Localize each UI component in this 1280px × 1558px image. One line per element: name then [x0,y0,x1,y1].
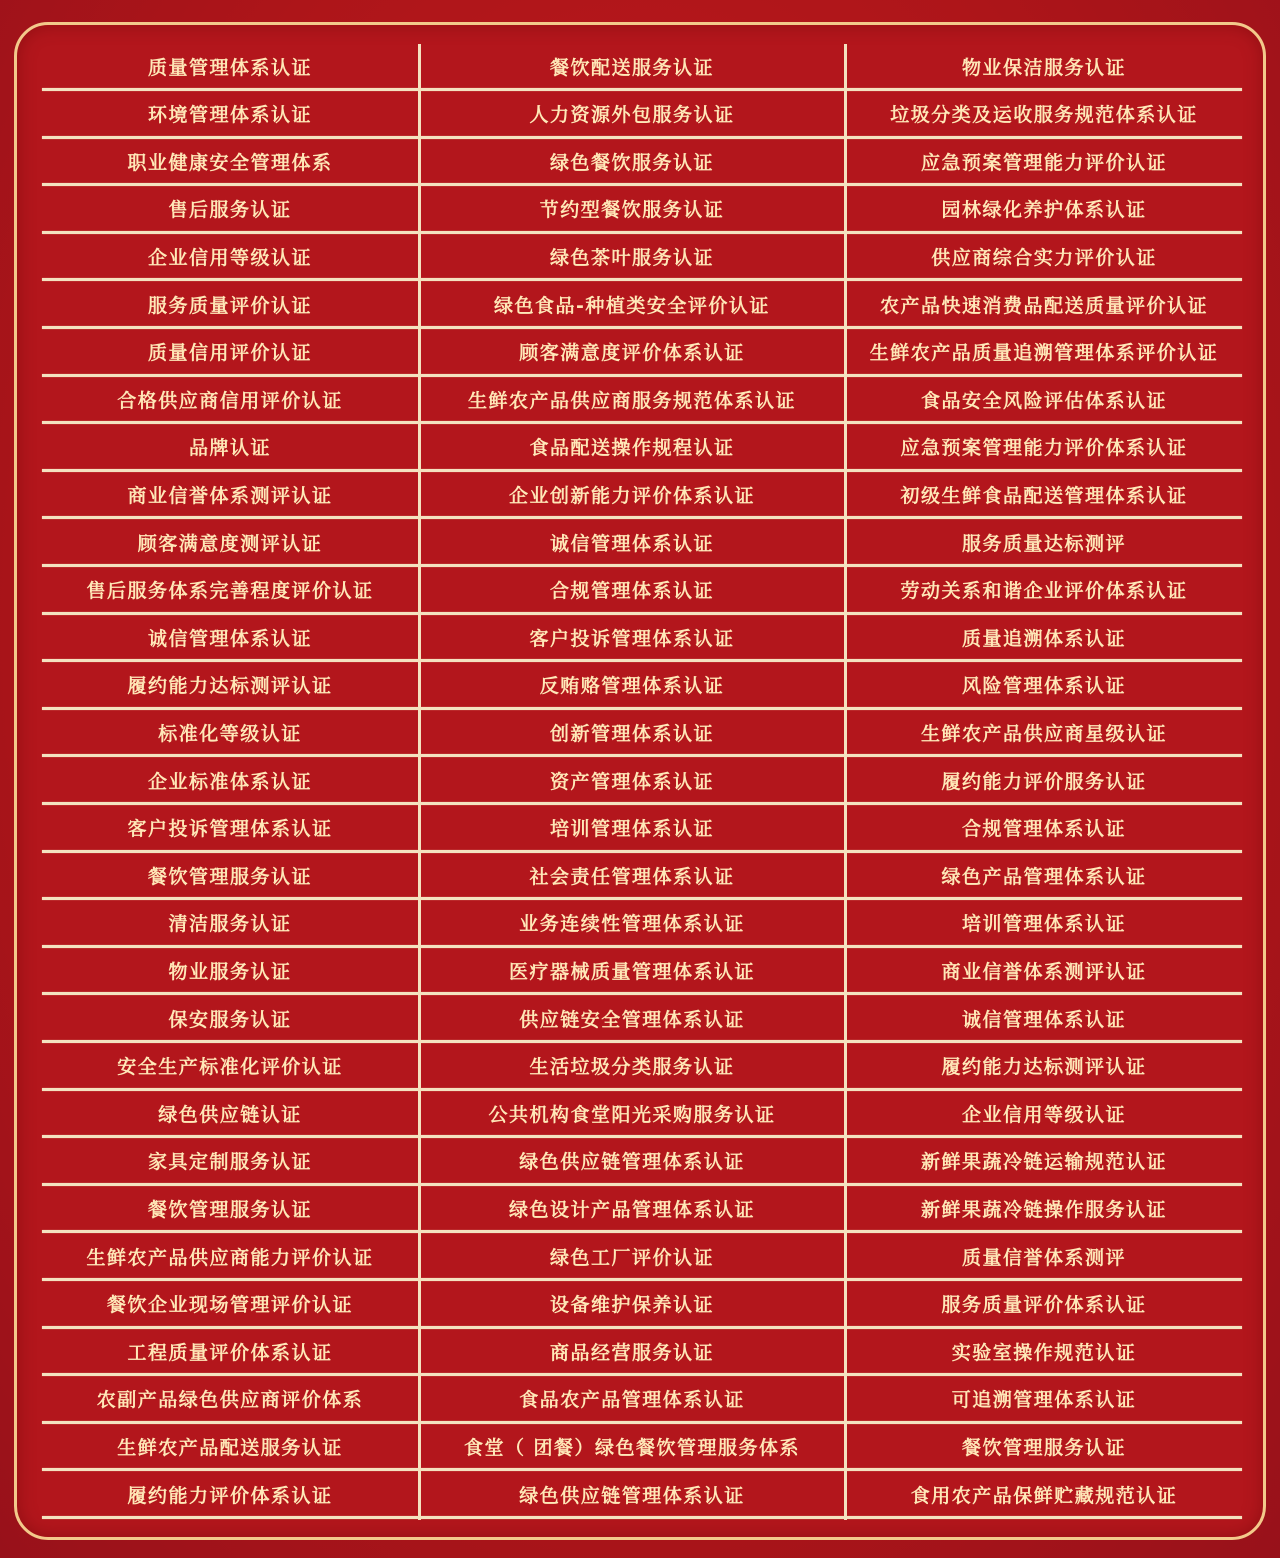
certification-item: 反贿赂管理体系认证 [539,675,725,698]
table-row [42,901,1242,949]
certification-item: 服务质量评价体系认证 [941,1294,1147,1317]
row-divider [421,88,844,91]
row-divider [847,612,1242,615]
row-divider [847,136,1242,139]
row-divider [421,326,844,329]
row-divider [42,1278,418,1281]
certification-item: 商品经营服务认证 [549,1341,714,1364]
certification-item: 餐饮企业现场管理评价认证 [106,1294,353,1317]
row-divider [42,374,418,377]
certification-item: 培训管理体系认证 [549,818,714,841]
row-divider [421,1183,844,1186]
table-row [42,996,1242,1044]
certification-item: 履约能力达标测评认证 [941,1056,1147,1079]
certification-item: 设备维护保养认证 [549,1294,714,1317]
table-row [42,806,1242,854]
row-divider [421,612,844,615]
certification-item: 品牌认证 [188,437,271,460]
table-row [42,853,1242,901]
certification-item: 人力资源外包服务认证 [529,104,735,127]
certification-item: 绿色食品-种植类安全评价认证 [494,294,770,317]
certification-item: 供应链安全管理体系认证 [519,1008,745,1031]
row-divider [847,1183,1242,1186]
row-divider [42,612,418,615]
certification-table [42,44,1242,1520]
row-divider [42,421,418,424]
certification-item: 标准化等级认证 [158,722,302,745]
certification-item: 餐饮管理服务认证 [147,1198,312,1221]
certification-item: 诚信管理体系认证 [961,1008,1126,1031]
certification-item: 质量追溯体系认证 [961,627,1126,650]
certification-item: 医疗器械质量管理体系认证 [508,960,755,983]
certification-item: 培训管理体系认证 [961,913,1126,936]
row-divider [847,897,1242,900]
table-row [42,92,1242,140]
row-divider [847,374,1242,377]
table-row [42,520,1242,568]
certification-item: 物业服务认证 [168,960,292,983]
certification-item: 诚信管理体系认证 [549,532,714,555]
certification-item: 生鲜农产品供应商服务规范体系认证 [467,389,796,412]
row-divider [847,1088,1242,1091]
table-row [42,1186,1242,1234]
certification-item: 食品安全风险评估体系认证 [920,389,1167,412]
row-divider [847,945,1242,948]
row-divider [421,421,844,424]
certification-item: 诚信管理体系认证 [147,627,312,650]
row-divider [42,1373,418,1376]
certification-item: 履约能力达标测评认证 [127,675,333,698]
table-row [42,282,1242,330]
certification-item: 保安服务认证 [168,1008,292,1031]
row-divider [847,1230,1242,1233]
row-divider [847,88,1242,91]
row-divider [847,1516,1242,1519]
row-divider [847,1040,1242,1043]
certification-item: 生鲜农产品配送服务认证 [117,1436,343,1459]
row-divider [42,564,418,567]
row-divider [42,469,418,472]
table-row [42,234,1242,282]
certification-item: 企业信用等级认证 [147,246,312,269]
certification-item: 新鲜果蔬冷链运输规范认证 [920,1151,1167,1174]
table-row [42,472,1242,520]
certification-item: 绿色设计产品管理体系认证 [508,1198,755,1221]
row-divider [42,802,418,805]
table-row [42,615,1242,663]
certification-item: 食品农产品管理体系认证 [519,1389,745,1412]
certification-item: 环境管理体系认证 [147,104,312,127]
row-divider [42,1421,418,1424]
row-divider [847,421,1242,424]
table-row [42,187,1242,235]
certification-item: 农副产品绿色供应商评价体系 [96,1389,364,1412]
certification-item: 质量管理体系认证 [147,56,312,79]
row-divider [847,1468,1242,1471]
row-divider [847,707,1242,710]
certification-item: 园林绿化养护体系认证 [941,199,1147,222]
table-row [42,44,1242,92]
certification-item: 绿色工厂评价认证 [549,1246,714,1269]
table-row [42,139,1242,187]
certification-item: 清洁服务认证 [168,913,292,936]
certification-item: 服务质量评价认证 [147,294,312,317]
row-divider [847,754,1242,757]
table-row [42,1234,1242,1282]
row-divider [42,707,418,710]
certification-item: 物业保洁服务认证 [961,56,1126,79]
table-row [42,1091,1242,1139]
row-divider [847,183,1242,186]
row-divider [421,802,844,805]
certification-item: 可追溯管理体系认证 [951,1389,1137,1412]
row-divider [847,326,1242,329]
certification-item: 质量信誉体系测评 [961,1246,1126,1269]
row-divider [421,992,844,995]
certification-item: 职业健康安全管理体系 [127,151,333,174]
row-divider [421,850,844,853]
row-divider [42,231,418,234]
table-row [42,1472,1242,1520]
row-divider [421,1135,844,1138]
row-divider [42,1135,418,1138]
certification-item: 社会责任管理体系认证 [529,865,735,888]
table-row [42,758,1242,806]
certification-item: 合规管理体系认证 [549,580,714,603]
certification-item: 垃圾分类及运收服务规范体系认证 [890,104,1198,127]
table-row [42,1329,1242,1377]
certification-item: 生鲜农产品供应商星级认证 [920,722,1167,745]
certification-item: 绿色茶叶服务认证 [549,246,714,269]
certification-item: 绿色餐饮服务认证 [549,151,714,174]
certification-item: 新鲜果蔬冷链操作服务认证 [920,1198,1167,1221]
certification-item: 工程质量评价体系认证 [127,1341,333,1364]
row-divider [421,659,844,662]
row-divider [421,1088,844,1091]
row-divider [421,1326,844,1329]
certification-item: 资产管理体系认证 [549,770,714,793]
certification-item: 合规管理体系认证 [961,818,1126,841]
certification-item: 服务质量达标测评 [961,532,1126,555]
row-divider [421,183,844,186]
row-divider [847,1373,1242,1376]
row-divider [421,1421,844,1424]
table-row [42,1139,1242,1187]
table-row [42,1044,1242,1092]
row-divider [42,850,418,853]
certification-item: 餐饮管理服务认证 [961,1436,1126,1459]
certification-item: 客户投诉管理体系认证 [529,627,735,650]
row-divider [847,802,1242,805]
row-divider [421,707,844,710]
certification-item: 创新管理体系认证 [549,722,714,745]
certification-item: 绿色供应链认证 [158,1103,302,1126]
row-divider [847,469,1242,472]
row-divider [421,278,844,281]
certification-item: 业务连续性管理体系认证 [519,913,745,936]
row-divider [847,1278,1242,1281]
row-divider [421,1516,844,1519]
certification-item: 顾客满意度评价体系认证 [519,342,745,365]
table-row [42,330,1242,378]
row-divider [421,945,844,948]
certification-item: 企业标准体系认证 [147,770,312,793]
table-row [42,1282,1242,1330]
certification-item: 合格供应商信用评价认证 [117,389,343,412]
row-divider [421,754,844,757]
row-divider [421,897,844,900]
row-divider [421,1468,844,1471]
certification-item: 公共机构食堂阳光采购服务认证 [488,1103,776,1126]
table-row [42,948,1242,996]
row-divider [42,897,418,900]
row-divider [421,374,844,377]
certification-item: 餐饮管理服务认证 [147,865,312,888]
row-divider [42,1468,418,1471]
certification-item: 绿色供应链管理体系认证 [519,1151,745,1174]
row-divider [42,1040,418,1043]
table-row [42,710,1242,758]
certification-item: 食品配送操作规程认证 [529,437,735,460]
certification-item: 商业信誉体系测评认证 [127,484,333,507]
row-divider [421,136,844,139]
row-divider [421,1278,844,1281]
row-divider [421,231,844,234]
row-divider [421,1040,844,1043]
certification-item: 顾客满意度测评认证 [137,532,323,555]
table-row [42,1377,1242,1425]
row-divider [847,278,1242,281]
row-divider [42,1516,418,1519]
certification-item: 安全生产标准化评价认证 [117,1056,343,1079]
certification-item: 履约能力评价体系认证 [127,1484,333,1507]
row-divider [847,1326,1242,1329]
row-divider [42,183,418,186]
certification-item: 生鲜农产品质量追溯管理体系评价认证 [869,342,1219,365]
certification-item: 商业信誉体系测评认证 [941,960,1147,983]
row-divider [42,659,418,662]
row-divider [42,1088,418,1091]
row-divider [42,278,418,281]
row-divider [42,754,418,757]
certification-item: 售后服务认证 [168,199,292,222]
row-divider [847,659,1242,662]
row-divider [42,326,418,329]
row-divider [421,469,844,472]
certification-item: 客户投诉管理体系认证 [127,818,333,841]
table-row [42,1424,1242,1472]
row-divider [847,1135,1242,1138]
table-row [42,425,1242,473]
table-row [42,568,1242,616]
row-divider [42,516,418,519]
row-divider [42,136,418,139]
row-divider [847,516,1242,519]
row-divider [421,516,844,519]
certification-item: 企业信用等级认证 [961,1103,1126,1126]
certification-item: 绿色供应链管理体系认证 [519,1484,745,1507]
row-divider [847,992,1242,995]
certification-item: 食用农产品保鲜贮藏规范认证 [910,1484,1178,1507]
certification-item: 劳动关系和谐企业评价体系认证 [900,580,1188,603]
certification-item: 生鲜农产品供应商能力评价认证 [86,1246,374,1269]
row-divider [421,1373,844,1376]
row-divider [42,1326,418,1329]
certification-item: 节约型餐饮服务认证 [539,199,725,222]
certification-item: 初级生鲜食品配送管理体系认证 [900,484,1188,507]
row-divider [42,1230,418,1233]
row-divider [847,564,1242,567]
row-divider [42,992,418,995]
certification-item: 风险管理体系认证 [961,675,1126,698]
certification-item: 家具定制服务认证 [147,1151,312,1174]
row-divider [847,1421,1242,1424]
certification-item: 食堂（ 团餐）绿色餐饮管理服务体系 [463,1436,801,1459]
row-divider [42,88,418,91]
row-divider [847,231,1242,234]
certification-item: 实验室操作规范认证 [951,1341,1137,1364]
certification-item: 绿色产品管理体系认证 [941,865,1147,888]
certification-item: 质量信用评价认证 [147,342,312,365]
certification-item: 应急预案管理能力评价体系认证 [900,437,1188,460]
certification-item: 生活垃圾分类服务认证 [529,1056,735,1079]
row-divider [421,564,844,567]
row-divider [847,850,1242,853]
certification-item: 履约能力评价服务认证 [941,770,1147,793]
row-divider [421,1230,844,1233]
row-divider [42,945,418,948]
certification-item: 企业创新能力评价体系认证 [508,484,755,507]
certification-item: 供应商综合实力评价认证 [931,246,1157,269]
table-row [42,377,1242,425]
certification-item: 售后服务体系完善程度评价认证 [86,580,374,603]
certification-item: 应急预案管理能力评价认证 [920,151,1167,174]
row-divider [42,1183,418,1186]
table-row [42,663,1242,711]
certification-item: 餐饮配送服务认证 [549,56,714,79]
certification-item: 农产品快速消费品配送质量评价认证 [879,294,1208,317]
